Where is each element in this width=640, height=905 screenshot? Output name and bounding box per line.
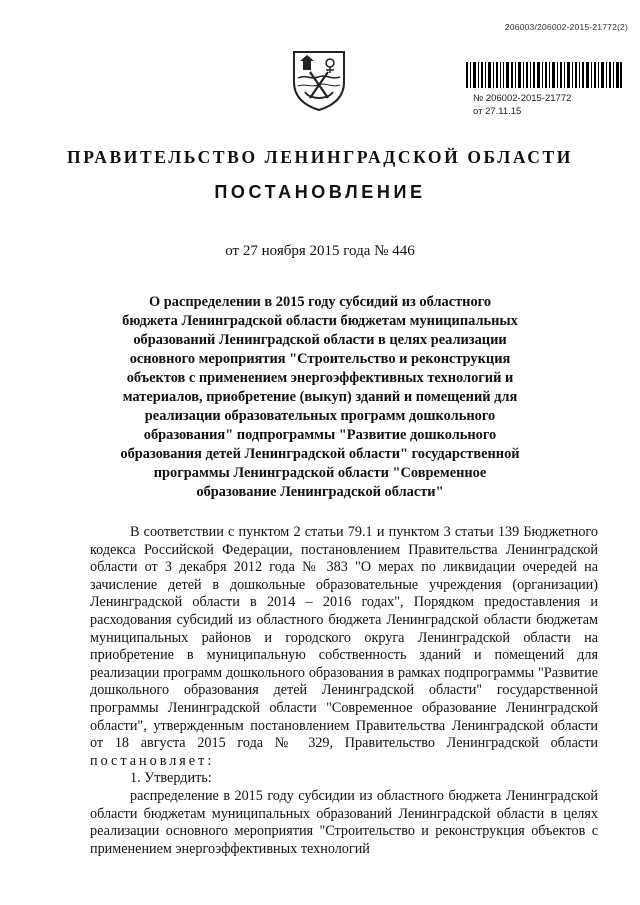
item-1-heading: 1. Утвердить:: [130, 770, 212, 787]
registration-date: от 27.11.15: [473, 106, 522, 117]
registration-code: 206003/206002-2015-21772(2): [504, 22, 628, 32]
registration-number: № 206002-2015-21772: [473, 93, 572, 104]
document-body: [90, 524, 598, 858]
coat-of-arms-icon: [290, 48, 348, 112]
document-type: ПОСТАНОВЛЕНИЕ: [214, 182, 426, 202]
item-1-text: распределение в 2015 году субсидии из областного бюджета Ленинградской области бюджетам муниципальных образований Ленинградской области в целях реализации основного мероприятия "Строительство и реконструкция объектов с применением энергоэффективных технологий: [90, 787, 598, 857]
barcode-icon: [466, 62, 622, 88]
preamble-text: В соответствии с пунктом 2 статьи 79.1 и пунктом 3 статьи 139 Бюджетного кодекса Российской Федерации, постановлением Правительства Ленинградской области от 3 декабря 2012 года № 383 "О мерах по ликвидации очередей на зачисление детей в дошкольные образовательные учреждения (организации) Ленинградской области в 2014 – 2016 годах", Порядком предоставления и расходования субсидий из областного бюджета Ленинградской области бюджетам муниципальных районов и городского округа Ленинградской области на приобретение в муниципальную собственность зданий и помещений для реализации программ дошкольного образования в рамках подпрограммы "Развитие дошкольного образования детей Ленинградской области" государственной программы Ленинградской области "Современное образование Ленинградской области", утвержденным постановлением Правительства Ленинградской области от 18 августа 2015 года № 329, Правительство Ленинградской области: [90, 524, 598, 752]
decree-word: постановляет: [90, 752, 208, 769]
organization-title: ПРАВИТЕЛЬСТВО ЛЕНИНГРАДСКОЙ ОБЛАСТИ: [66, 147, 574, 167]
document-subject: О распределении в 2015 году субсидий из областного бюджета Ленинградской области бюджетам муниципальных образований Ленинградской области в целях реализации основного мероприятия "Строительство и реконструкция объектов с применением энергоэффективных технологий и материалов, приобретение (выкуп) зданий и помещений для реализации образовательных программ дошкольного образования" подпрограммы "Развитие дошкольного образования детей Ленинградской области" государственной программы Ленинградской области "Современное образование Ленинградской области": [120, 294, 520, 500]
document-date-number: от 27 ноября 2015 года № 446: [225, 243, 415, 259]
decree-colon: :: [207, 752, 212, 769]
preamble-paragraph: [90, 524, 598, 770]
